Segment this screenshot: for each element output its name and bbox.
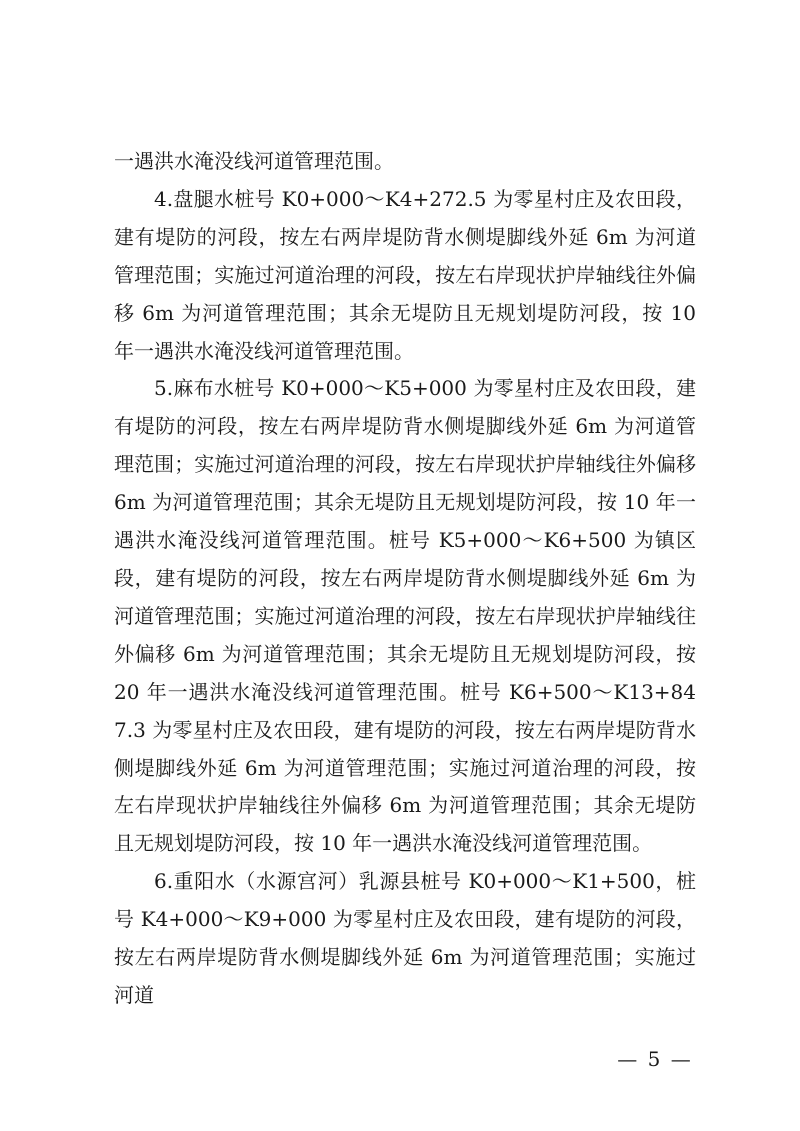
paragraph-item-4: 4.盘腿水桩号 K0+000～K4+272.5 为零星村庄及农田段，建有堤防的河段，按左右两岸堤防背水侧堤脚线外延 6m 为河道管理范围；实施过河道治理的河段，按左右岸现状护岸轴线往外偏移 6m 为河道管理范围；其余无堤防且无规划堤防河段，按 10 年一遇洪水淹没线河道管理范围。 xyxy=(114,186,696,363)
paragraph-item-5: 5.麻布水桩号 K0+000～K5+000 为零星村庄及农田段，建有堤防的河段，按左右两岸堤防背水侧堤脚线外延 6m 为河道管理范围；实施过河道治理的河段，按左右岸现状护岸轴线往外偏移 6m 为河道管理范围；其余无堤防且无规划堤防河段，按 10 年一遇洪水淹没线河道管理范围。桩号 K5+000～K6+500 为镇区段，建有堤防的河段，按左右两岸堤防背水侧堤脚线外延 6m 为河道管理范围；实施过河道治理的河段，按左右岸现状护岸轴线往外偏移 6m 为河道管理范围；其余无堤防且无规划堤防河段，按 20 年一遇洪水淹没线河道管理范围。桩号 K6+500～K13+847.3 为零星村庄及农田段，建有堤防的河段，按左右两岸堤防背水侧堤脚线外延 6m 为河道管理范围；实施过河道治理的河段，按左右岸现状护岸轴线往外偏移 6m 为河道管理范围；其余无堤防且无规划堤防河段，按 10 年一遇洪水淹没线河道管理范围。 xyxy=(114,376,696,856)
paragraph-item-6: 6.重阳水（水源宫河）乳源县桩号 K0+000～K1+500，桩号 K4+000～K9+000 为零星村庄及农田段，建有堤防的河段，按左右两岸堤防背水侧堤脚线外延 6m 为河道管理范围；实施过河道 xyxy=(114,869,696,1007)
document-body xyxy=(114,143,696,1015)
paragraph-continuation: 一遇洪水淹没线河道管理范围。 xyxy=(114,149,394,173)
page-number: — 5 — xyxy=(617,1047,693,1071)
